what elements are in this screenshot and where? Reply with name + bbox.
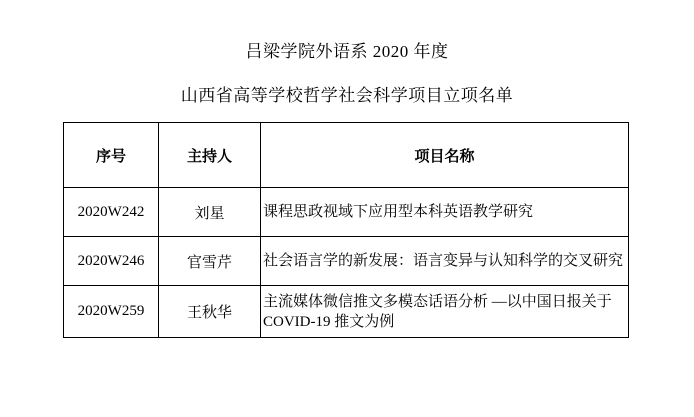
- cell-project-leader: 刘星: [159, 188, 261, 237]
- cell-project-name: 主流媒体微信推文多模态话语分析 —以中国日报关于 COVID-19 推文为例: [261, 286, 629, 338]
- cell-serial-number: 2020W242: [64, 188, 159, 237]
- table-row: [64, 188, 629, 237]
- cell-serial-number: 2020W246: [64, 237, 159, 286]
- table-row: [64, 286, 629, 338]
- cell-project-name: 社会语言学的新发展：语言变异与认知科学的交叉研究: [261, 237, 629, 286]
- cell-project-leader: 王秋华: [159, 286, 261, 338]
- page-title-line-2: 山西省高等学校哲学社会科学项目立项名单: [180, 86, 514, 105]
- cell-project-name: 课程思政视域下应用型本科英语教学研究: [261, 188, 629, 237]
- table-row: [64, 237, 629, 286]
- header-cell-leader: 主持人: [159, 123, 261, 188]
- projects-table: [63, 122, 629, 338]
- cell-serial-number: 2020W259: [64, 286, 159, 338]
- cell-project-leader: 官雪芹: [159, 237, 261, 286]
- header-cell-serial: 序号: [64, 123, 159, 188]
- page-title-line-1: 吕梁学院外语系 2020 年度: [245, 42, 449, 61]
- table-header-row: [64, 123, 629, 188]
- header-cell-project: 项目名称: [261, 123, 629, 188]
